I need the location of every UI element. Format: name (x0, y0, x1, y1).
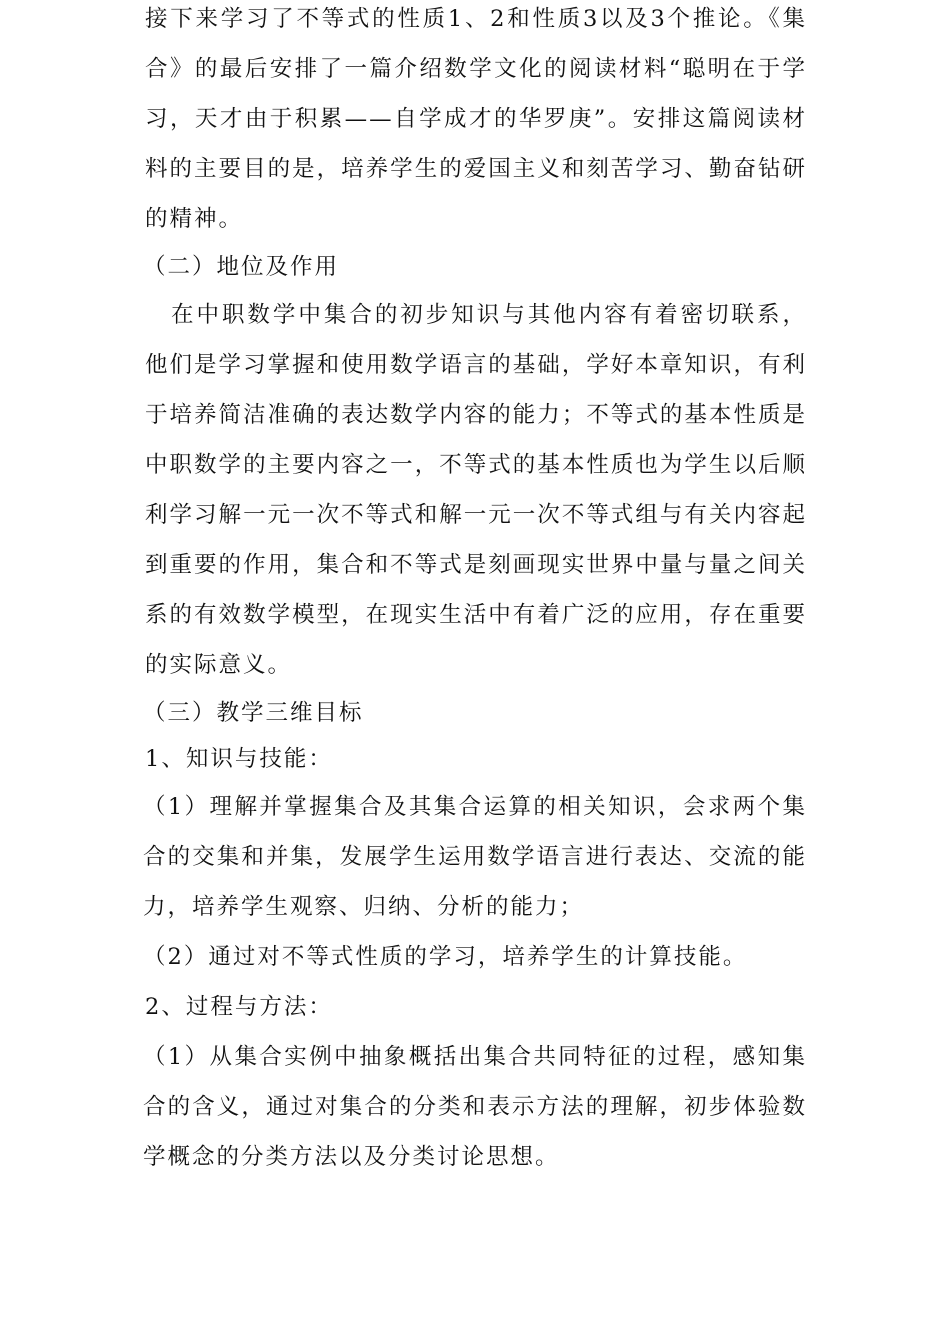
document-page (145, 0, 807, 1182)
paragraph-goal-2-1: （1）从集合实例中抽象概括出集合共同特征的过程，感知集合的含义，通过对集合的分类和表示方法的理解，初步体验数学概念的分类方法以及分类讨论思想。 (143, 1044, 807, 1170)
paragraph-reading-material: 接下来学习了不等式的性质1、2和性质3以及3个推论。《集合》的最后安排了一篇介绍数学文化的阅读材料“聪明在于学习，天才由于积累——自学成才的华罗庚”。安排这篇阅读材料的主要目的是，培养学生的爱国主义和刻苦学习、勤奋钻研的精神。 (145, 6, 807, 232)
paragraph-status-and-role: 在中职数学中集合的初步知识与其他内容有着密切联系，他们是学习掌握和使用数学语言的基础，学好本章知识，有利于培养简洁准确的表达数学内容的能力；不等式的基本性质是中职数学的主要内容之一，不等式的基本性质也为学生以后顺利学习解一元一次不等式和解一元一次不等式组与有关内容起到重要的作用，集合和不等式是刻画现实世界中量与量之间关系的有效数学模型，在现实生活中有着广泛的应用，存在重要的实际意义。 (145, 302, 807, 678)
heading-process-and-method: 2、过程与方法： (145, 994, 333, 1020)
heading-knowledge-and-skills: 1、知识与技能： (145, 746, 333, 772)
paragraph-goal-1-2: （2）通过对不等式性质的学习，培养学生的计算技能。 (143, 944, 748, 970)
heading-status-and-role: （二）地位及作用 (143, 254, 340, 280)
heading-three-dimensional-goals: （三）教学三维目标 (143, 700, 364, 726)
paragraph-goal-1-1: （1）理解并掌握集合及其集合运算的相关知识，会求两个集合的交集和并集，发展学生运用数学语言进行表达、交流的能力，培养学生观察、归纳、分析的能力； (143, 794, 807, 920)
